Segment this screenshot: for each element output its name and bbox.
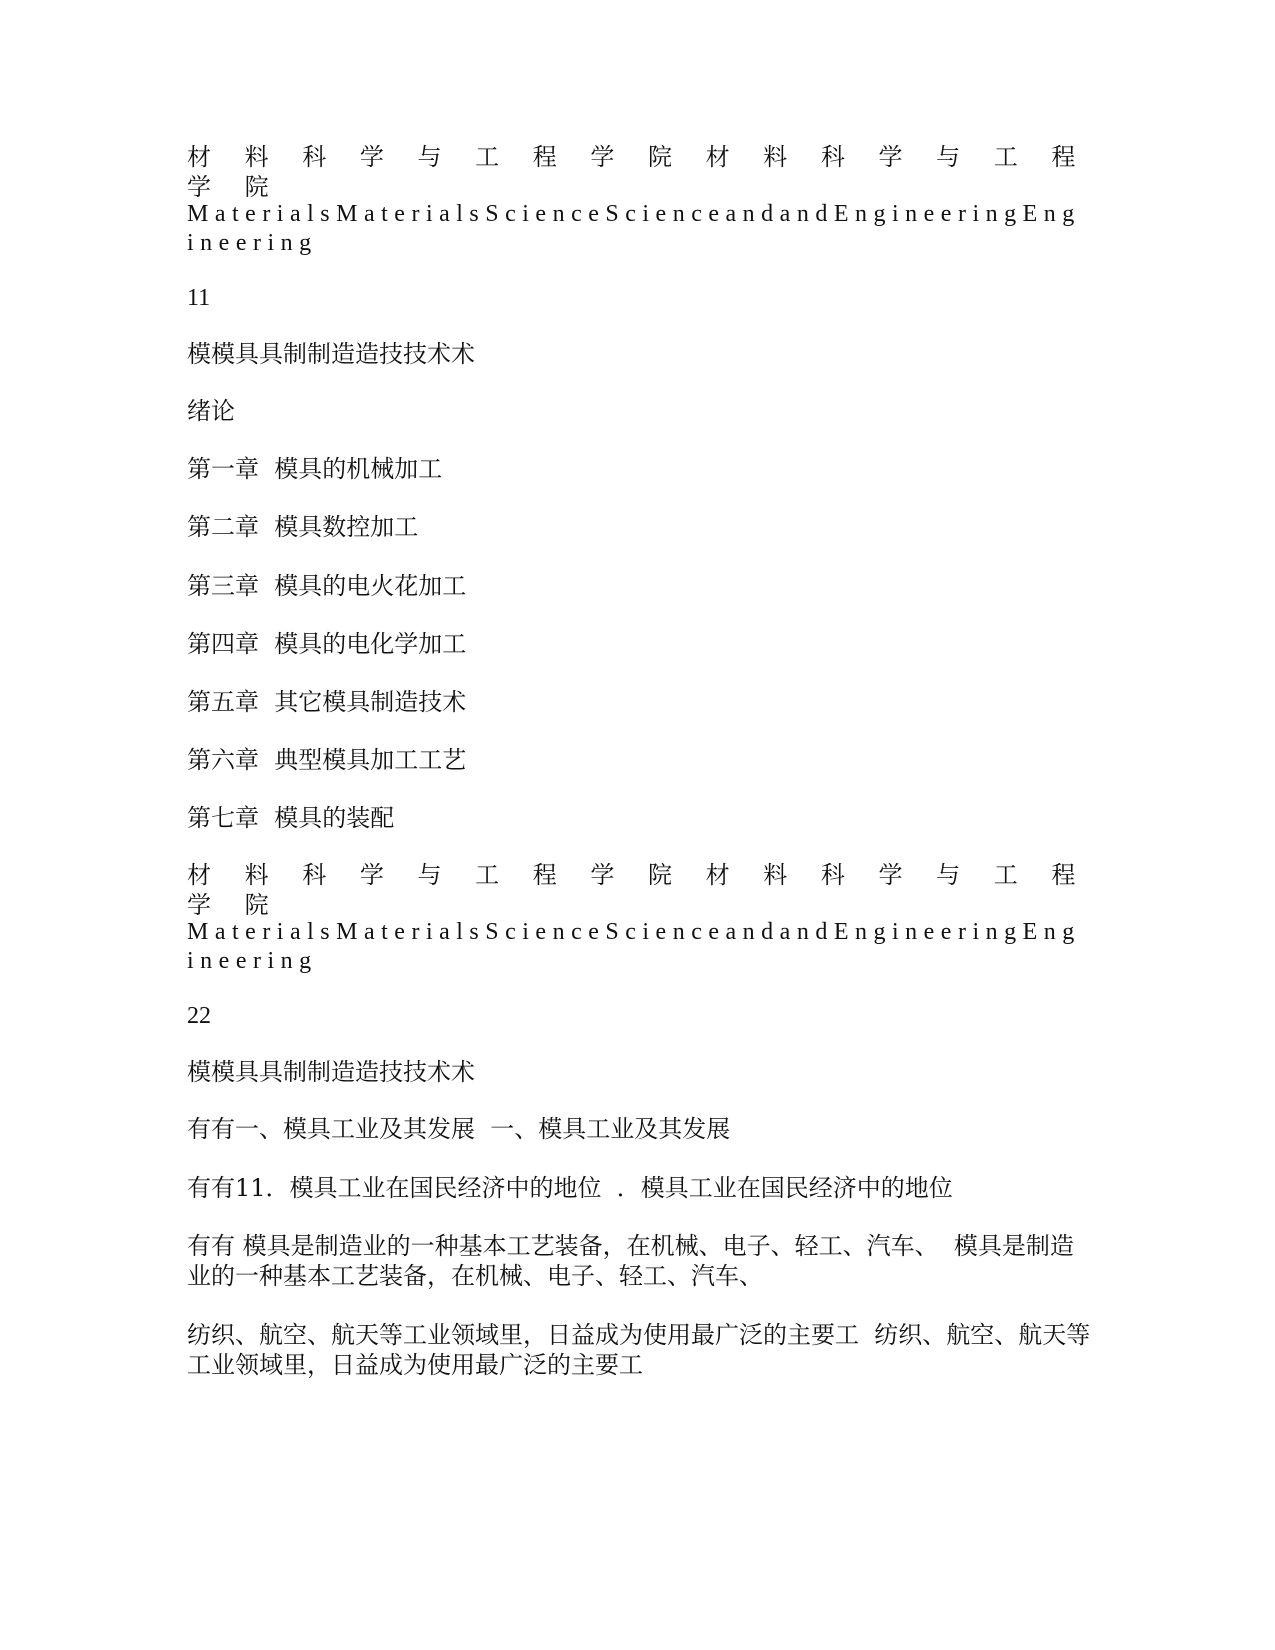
course-title: 模模具具制制造造技技术术 (187, 340, 475, 368)
school-header-cn: 材 料 科 学 与 工 程 学 院 材 料 科 学 与 工 程 学 院 (187, 143, 1110, 201)
toc-item: 第七章 模具的装配 (187, 804, 395, 832)
body-paragraph: 纺织、航空、航天等工业领域里，日益成为使用最广泛的主要工 纺织、航空、航天等工业领域里，日益成为使用最广泛的主要工 (187, 1321, 1091, 1379)
body-paragraph: 有有 模具是制造业的一种基本工艺装备，在机械、电子、轻工、汽车、 模具是制造业的一种基本工艺装备，在机械、电子、轻工、汽车、 (187, 1232, 1074, 1290)
school-header-en: MaterialsMaterialsScienceScienceandandEngineeringEngineering (187, 919, 1081, 974)
toc-item: 第二章 模具数控加工 (187, 513, 419, 541)
page-number: 11 (187, 285, 211, 311)
toc-item: 第五章 其它模具制造技术 (187, 688, 467, 716)
toc-item: 第三章 模具的电火花加工 (187, 572, 467, 600)
toc-item: 第四章 模具的电化学加工 (187, 630, 467, 658)
toc-item: 绪论 (187, 397, 235, 425)
toc-item: 第六章 典型模具加工工艺 (187, 746, 467, 774)
section-heading: 有有一、模具工业及其发展 一、模具工业及其发展 (187, 1115, 731, 1143)
school-header-en: MaterialsMaterialsScienceScienceandandEngineeringEngineering (187, 201, 1081, 256)
course-title: 模模具具制制造造技技术术 (187, 1058, 475, 1086)
school-header-cn: 材 料 科 学 与 工 程 学 院 材 料 科 学 与 工 程 学 院 (187, 861, 1110, 919)
subsection-heading: 有有11．模具工业在国民经济中的地位 ．模具工业在国民经济中的地位 (187, 1174, 953, 1202)
page-number: 22 (187, 1003, 211, 1029)
toc-item: 第一章 模具的机械加工 (187, 455, 443, 483)
